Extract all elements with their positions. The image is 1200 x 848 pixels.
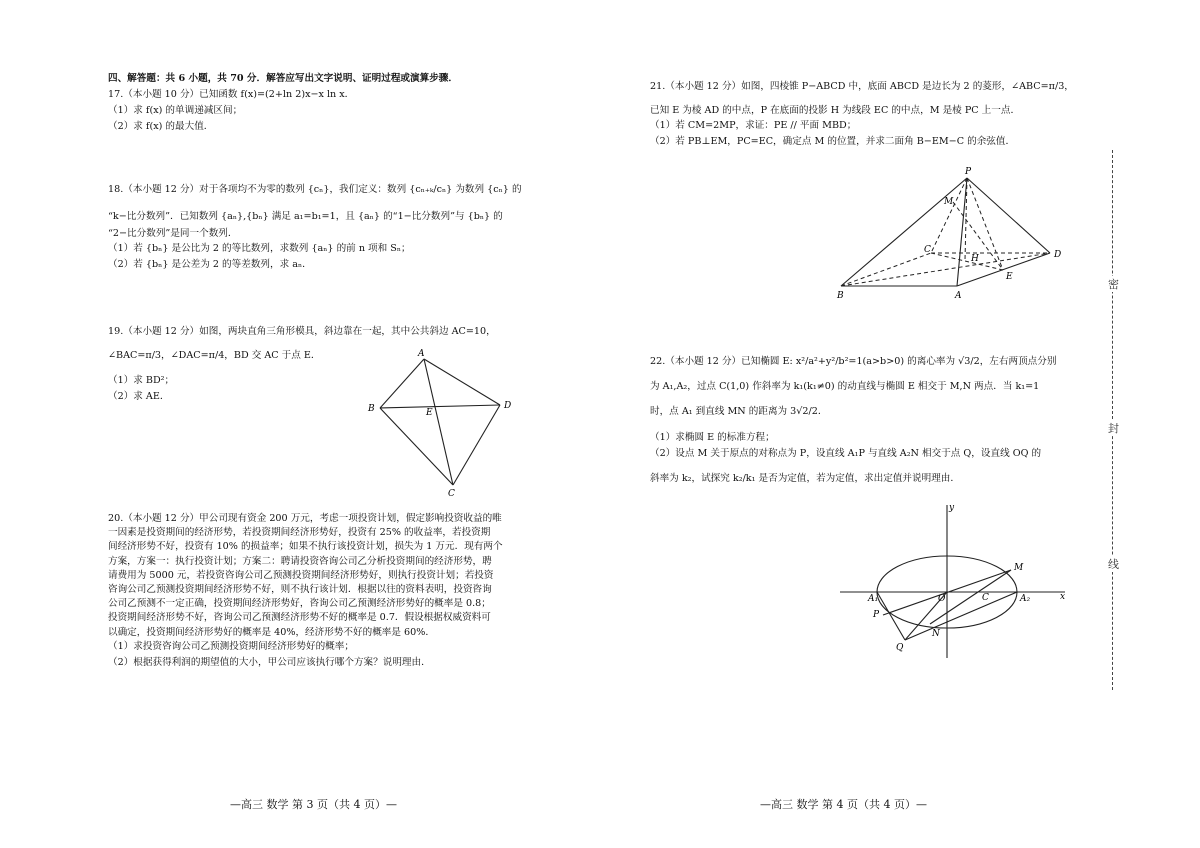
q21-part1: （1）若 CM=2MP，求证：PE // 平面 MBD；	[650, 120, 857, 131]
q21-label-a: A	[955, 291, 962, 301]
q21-label-c: C	[924, 245, 931, 255]
q21-label-h: H	[971, 254, 979, 264]
binding-mark-mi: 密	[1108, 278, 1119, 291]
q18-part1: （1）若 {bₙ} 是公比为 2 的等比数列，求数列 {aₙ} 的前 n 项和 Sₙ；	[108, 243, 411, 254]
q22-label-m: M	[1014, 563, 1024, 573]
q19-diagonal-ac	[424, 359, 453, 485]
q19-line2: ∠BAC=π/3，∠DAC=π/4，BD 交 AC 于点 E．	[108, 350, 321, 361]
q22-line3: 时，点 A₁ 到直线 MN 的距离为 3√2/2．	[650, 406, 828, 417]
q19-label-c: C	[448, 489, 455, 499]
q21-diagonal-bd	[841, 253, 1050, 286]
q17-part2: （2）求 f(x) 的最大值．	[108, 121, 214, 132]
q21-label-d: D	[1054, 250, 1062, 260]
q21-label-m: M	[944, 197, 954, 207]
q20-line: 以确定，投资期间经济形势好的概率是 40%，经济形势不好的概率是 60%．	[108, 626, 435, 638]
q19-line1: 19.（本小题 12 分）如图，两块直角三角形模具，斜边靠在一起，其中公共斜边 AC=10，	[108, 326, 496, 337]
q21-label-b: B	[837, 291, 844, 301]
q20-line: 咨询公司乙预测投资期间经济形势不好，则不执行该计划．根据以往的资料表明，投资咨询	[108, 584, 492, 595]
q21-part2: （2）若 PB⊥EM，PC=EC，确定点 M 的位置，并求二面角 B−EM−C 的余弦值．	[650, 136, 1016, 147]
q22-label-n: N	[932, 629, 940, 639]
q20-line: 一因素是投资期间的经济形势，若投资期间经济形势好，投资有 25% 的收益率，若投资期	[108, 527, 491, 539]
left-page	[0, 0, 590, 848]
q22-line2: 为 A₁,A₂，过点 C(1,0) 作斜率为 k₁(k₁≠0) 的动直线与椭圆 E 相交于 M,N 两点．当 k₁=1	[650, 381, 1040, 392]
q18-line3: “2−比分数列”是同一个数列．	[108, 228, 238, 239]
q21-edge-pa	[957, 178, 967, 286]
q22-label-p: P	[873, 610, 880, 620]
q19-edge-ab	[380, 359, 424, 408]
q22-line1: 22.（本小题 12 分）已知椭圆 E: x²/a²+y²/b²=1(a>b>0) 的离心率为 √3/2，左右两顶点分别	[650, 356, 1057, 367]
q22-part2: （2）设点 M 关于原点的对称点为 P，设直线 A₁P 与直线 A₂N 相交于点 Q，设直线 OQ 的	[650, 448, 1042, 459]
q19-figure	[360, 340, 530, 500]
q20-line: 投资期间经济形势不好，咨询公司乙预测经济形势不好的概率是 0.7．假设根据权威资料可	[108, 612, 491, 624]
q21-edge-pb	[841, 178, 967, 286]
q20-line: 方案，方案一：执行投资计划；方案二：聘请投资咨询公司乙分析投资期间的经济形势，聘	[108, 555, 492, 567]
q22-part2b: 斜率为 k₂，试探究 k₂/k₁ 是否为定值，若为定值，求出定值并说明理由．	[650, 473, 960, 484]
q20-line: 20.（本小题 12 分）甲公司现有资金 200 万元，考虑一项投资计划，假定影响投资收益的唯	[108, 513, 502, 524]
q21-edge-pd	[967, 178, 1050, 253]
q19-label-b: B	[368, 404, 375, 414]
q21-label-p: P	[965, 167, 972, 177]
q18-part2: （2）若 {bₙ} 是公差为 2 的等差数列，求 aₙ．	[108, 259, 312, 270]
q21-line1: 21.（本小题 12 分）如图，四棱锥 P−ABCD 中，底面 ABCD 是边长为 2 的菱形，∠ABC=π/3，	[650, 81, 1074, 92]
q22-label-o: O	[938, 594, 946, 604]
q21-label-e: E	[1006, 272, 1013, 282]
q22-part1: （1）求椭圆 E 的标准方程；	[650, 432, 775, 443]
q22-figure	[840, 500, 1070, 660]
q18-line2: “k−比分数列”．已知数列 {aₙ},{bₙ} 满足 a₁=b₁=1，且 {aₙ} 的“1−比分数列”与 {bₙ} 的	[108, 211, 503, 222]
q20-part1: （1）求投资咨询公司乙预测投资期间经济形势好的概率；	[108, 641, 354, 652]
q20-line: 间经济形势不好，投资有 10% 的损益率；如果不执行该投资计划，损失为 1 万元．现有两个	[108, 541, 503, 553]
q19-label-a: A	[418, 349, 425, 359]
q22-label-y: y	[949, 503, 955, 513]
q20-line: 请费用为 5000 元，若投资咨询公司乙预测投资期间经济形势好，则执行投资计划；若投资	[108, 569, 494, 581]
q17-stem: 17.（本小题 10 分）已知函数 f(x)=(2+ln 2)x−x ln x．	[108, 89, 355, 100]
q21-line2: 已知 E 为棱 AD 的中点，P 在底面的投影 H 为线段 EC 的中点，M 是棱 PC 上一点．	[650, 105, 1021, 116]
q22-label-a2: A₂	[1020, 594, 1031, 604]
q19-edge-ad	[424, 359, 500, 405]
q22-label-a1: A₁	[868, 594, 879, 604]
footer-page-3: —高三 数学 第 3 页（共 4 页）—	[230, 798, 397, 811]
q19-diagonal-bd	[380, 405, 500, 408]
q19-edge-dc	[453, 405, 500, 485]
q22-label-q: Q	[896, 643, 904, 653]
q20-line: 公司乙预测不一定正确，投资期间经济形势好，咨询公司乙预测经济形势好的概率是 0.8；	[108, 598, 491, 610]
q20-part2: （2）根据获得利润的期望值的大小，甲公司应该执行哪个方案？说明理由．	[108, 657, 431, 668]
q18-line1: 18.（本小题 12 分）对于各项均不为零的数列 {cₙ}，我们定义：数列 {cₙ₊ₖ/cₙ} 为数列 {cₙ} 的	[108, 184, 522, 195]
q19-label-e: E	[426, 408, 433, 418]
q22-label-c: C	[982, 593, 989, 603]
binding-mark-xian: 线	[1108, 558, 1119, 571]
footer-page-4: —高三 数学 第 4 页（共 4 页）—	[760, 798, 927, 811]
q19-label-d: D	[504, 401, 512, 411]
section-header: 四、解答题：共 6 小题，共 70 分．解答应写出文字说明、证明过程或演算步骤．	[108, 73, 458, 84]
q22-line-a1-q	[877, 592, 905, 640]
q19-part1: （1）求 BD²；	[108, 375, 175, 386]
q19-part2: （2）求 AE．	[108, 391, 170, 402]
q19-edge-bc	[380, 408, 453, 485]
q21-figure	[835, 160, 1075, 305]
q21-edge-bc	[841, 253, 931, 286]
q22-label-x: x	[1060, 592, 1066, 602]
q17-part1: （1）求 f(x) 的单调递减区间；	[108, 105, 243, 116]
binding-mark-feng: 封	[1108, 422, 1119, 435]
